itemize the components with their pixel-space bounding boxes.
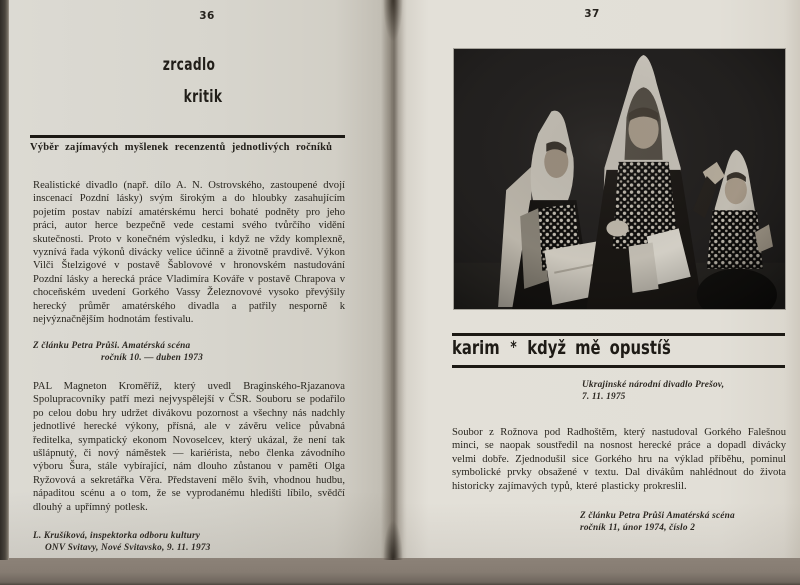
- attribution: [582, 380, 724, 403]
- page-right: [392, 0, 800, 558]
- gutter-shadow-bottom: [383, 520, 403, 560]
- column-title-line1: zrcadlo: [162, 55, 216, 75]
- review-paragraph: Soubor z Rožnova pod Radhoštěm, který nastudoval Gorkého Falešnou minci, se naopak soustředil na nosnost herecké práce a dopadl divácky velmi dobře. Zjednodušil sice Gorkého hru na výklad příběhu, pominul symbolické prvky obsažené v textu. Dal divákům nahlédnout do života historicky zajímavých typů, které plasticky prokreslil.: [452, 427, 786, 492]
- stage-photo-illustration: [454, 49, 785, 309]
- page-number: 37: [584, 8, 600, 20]
- attribution: [33, 341, 203, 364]
- stage-photo: [454, 49, 785, 309]
- attribution: [33, 531, 211, 554]
- page-number: 36: [199, 10, 215, 22]
- page-left: [9, 0, 392, 558]
- attribution-line: ročník 11, únor 1974, číslo 2: [580, 522, 696, 533]
- intro-rule: [30, 135, 345, 138]
- column-title-line2: kritik: [183, 87, 223, 107]
- book-edge-left: [0, 0, 9, 560]
- attribution: [580, 511, 735, 534]
- review-paragraph: Realistické divadlo (např. dílo A. N. Ostrovského, zastoupené dvojí inscenací Pozdní lásky) svým širokým a do hloubky zasahujícím pojetím postav nabízí amatérskému herci bohaté podněty pro jeho práci, autor herce bezpečně vede cestami svého tvůrčího vidění skutečnosti. Proto v konečném výsledku, i když ne vždy komplexně, vyznívá řada výkonů divácky velice účinně a životně pravdivě. Výkon Vilči Štelzigové v postavě Šablovové v hronovském nastudování Pozdní lásky a herecká práce Vladimíra Kováře v postavě Chrapova v choceňském uvedení Gorkého Vassy Železnovové vysoko převýšily herecký průměr amatérského divadla a patřily nesporně k nejvýznačnějším hodnotám festivalu.: [33, 180, 345, 326]
- article-headline: [452, 337, 780, 359]
- attribution-line: ročník 10. — duben 1973: [101, 352, 203, 363]
- attribution-line: 7. 11. 1975: [582, 391, 626, 402]
- section-intro: Výběr zajímavých myšlenek recenzentů jednotlivých ročníků: [30, 142, 333, 153]
- headline-word-right: když mě opustíš: [527, 337, 671, 359]
- review-paragraph: PAL Magneton Kroměříž, který uvedl Braginského-Rjazanova Spolupracovníky patří mezi nejvyspělejší v ČSR. Souboru se podařilo po celou dobu hry udržet divákovu pozornost a všechny nás nadchly jednotlivé herecké výkony, přísná, ale v závěru velice půvabná ředitelka, sympatický ekonom Novoselcev, který ukázal, že není tak ušlápnutý, či nový náměstek — kariérista, nebo členka závodního výboru Šura, stále vybírající, nám dlouho zůstanou v paměti Olga Ryžovová a sekretářka Věra. Představení mělo švih, vhodnou hudbu, nápaditou scénu a o tom, že se vyprodanému hledišti líbilo, svědčí dlouhý a upřímný potlesk.: [33, 381, 345, 513]
- attribution-line: ONV Svitavy, Nové Svitavsko, 9. 11. 1973: [45, 542, 211, 553]
- gutter-shadow-top: [383, 0, 403, 42]
- attribution-line: L. Krušíková, inspektorka odboru kultury: [33, 531, 201, 541]
- headline-rule-bottom: [452, 365, 785, 368]
- desk-surface: [0, 556, 800, 585]
- attribution-line: Ukrajinské národní divadlo Prešov,: [582, 380, 725, 390]
- attribution-line: Z článku Petra Průši Amatérská scéna: [580, 511, 735, 521]
- asterisk-separator-icon: *: [510, 338, 517, 356]
- attribution-line: Z článku Petra Průši. Amatérská scéna: [33, 341, 191, 351]
- headline-word-left: karim: [452, 337, 500, 359]
- headline-rule-top: [452, 333, 785, 336]
- book-gutter: [381, 0, 407, 558]
